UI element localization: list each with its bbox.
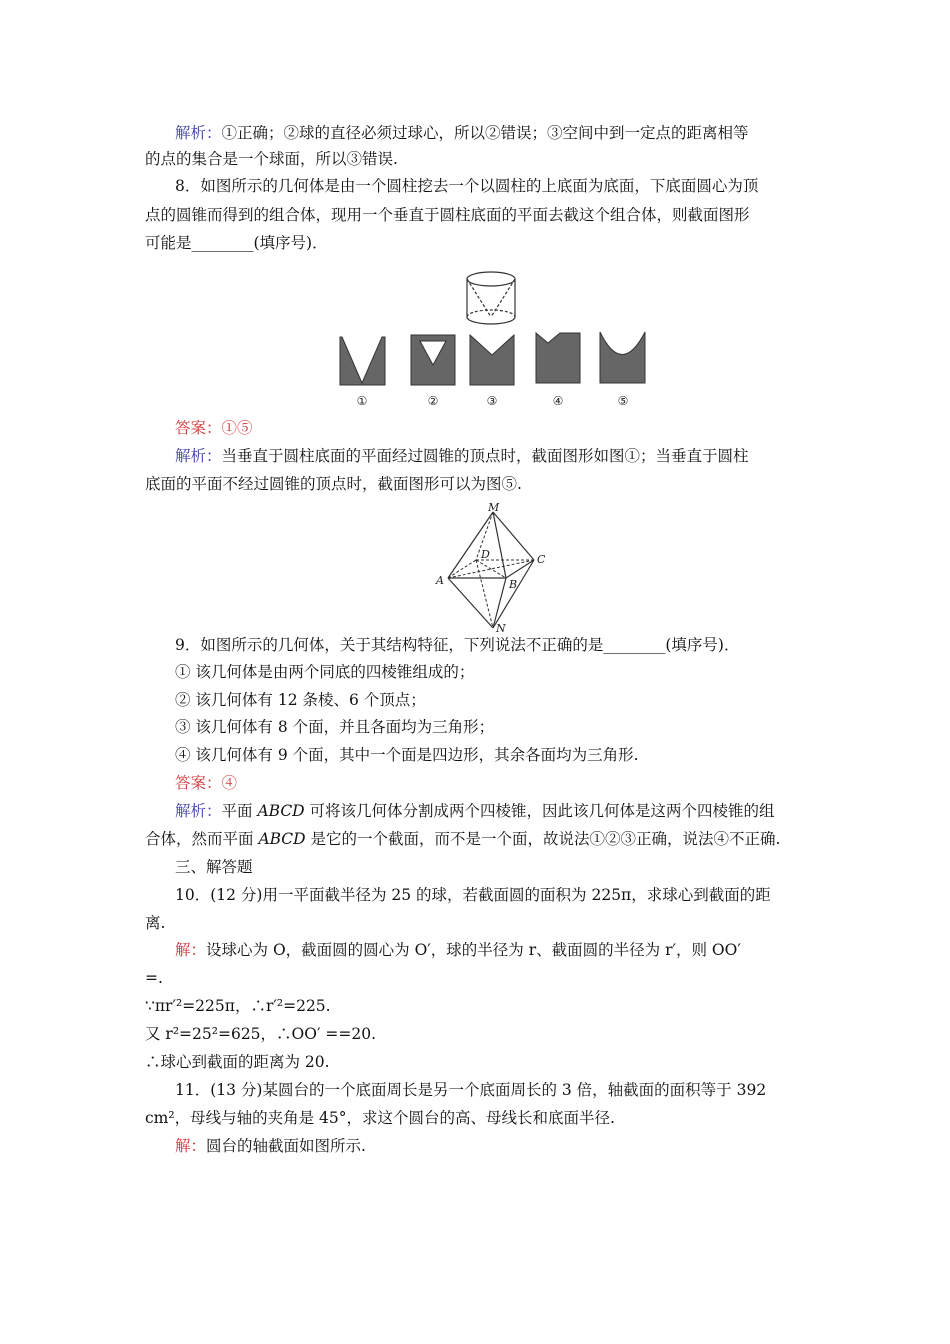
q10-solution-line-3: ∵πr′²=225π，∴r′²=225. (145, 997, 331, 1015)
figure-label-3: ③ (486, 394, 498, 408)
q9-analysis-line-2: 合体，然而平面 ABCD 是它的一个截面，而不是一个面，故说法①②③正确，说法④不正确. (145, 830, 781, 848)
vertex-label-b: B (509, 578, 518, 591)
answer-value: ④ (221, 774, 238, 792)
figure-label-5: ⑤ (617, 394, 629, 408)
cylinder-with-cone-figure (467, 272, 515, 324)
figure-label-1: ① (356, 394, 368, 408)
q11-stem-line-2: cm²，母线与轴的夹角是 45°，求这个圆台的高、母线长和底面半径. (145, 1109, 615, 1127)
q11-solution-line-1: 解：圆台的轴截面如图所示. (175, 1137, 366, 1155)
q8-analysis-line-1: 解析：当垂直于圆柱底面的平面经过圆锥的顶点时，截面图形如图①；当垂直于圆柱 (175, 447, 749, 465)
answer-label: 答案： (175, 419, 222, 437)
solution-label: 解： (175, 1137, 207, 1155)
q9-stem: 9．如图所示的几何体，关于其结构特征，下列说法不正确的是________(填序号)． (175, 636, 740, 654)
q7-analysis-line-1: 解析：①正确；②球的直径必须过球心，所以②错误；③空间中到一定点的距离相等 (175, 124, 749, 142)
q11-stem-line-1: 11．(13 分)某圆台的一个底面周长是另一个底面周长的 3 倍，轴截面的面积等于 392 (175, 1081, 767, 1099)
analysis-label: 解析： (175, 802, 222, 820)
answer-label: 答案： (175, 774, 222, 792)
q10-solution-line-1: 解：设球心为 O，截面圆的圆心为 O′，球的半径为 r、截面圆的半径为 r′，则 OO′ (175, 941, 741, 959)
answer-value: ①⑤ (221, 419, 253, 437)
q8-stem-line-1: 8．如图所示的几何体是由一个圆柱挖去一个以圆柱的上底面为底面，下底面圆心为顶 (175, 177, 759, 195)
section-heading: 三、解答题 (175, 858, 253, 876)
analysis-label: 解析： (175, 447, 222, 465)
analysis-label: 解析： (175, 124, 222, 142)
section-shape-3 (470, 335, 514, 385)
q10-stem-line-1: 10．(12 分)用一平面截半径为 25 的球，若截面圆的面积为 225π，求球心到截面的距 (175, 886, 771, 904)
figure-label-2: ② (427, 394, 439, 408)
q10-stem-line-2: 离. (145, 914, 166, 932)
q10-solution-line-2: =. (145, 969, 163, 987)
vertex-label-m: M (488, 502, 500, 514)
q9-option-2: ② 该几何体有 12 条棱、6 个顶点； (175, 691, 426, 709)
q9-analysis-line-1: 解析：平面 ABCD 可将该几何体分割成两个四棱锥，因此该几何体是这两个四棱锥的组 (175, 802, 775, 820)
figure-label-4: ④ (552, 394, 564, 408)
q8-analysis-line-2: 底面的平面不经过圆锥的顶点时，截面图形可以为图⑤. (145, 475, 522, 493)
vertex-label-c: C (537, 553, 546, 566)
q9-option-4: ④ 该几何体有 9 个面，其中一个面是四边形，其余各面均为三角形. (175, 746, 639, 764)
q10-solution-line-5: ∴球心到截面的距离为 20. (145, 1053, 330, 1071)
q9-answer-line (175, 772, 840, 794)
section-shape-4 (536, 333, 580, 383)
q9-option-3: ③ 该几何体有 8 个面，并且各面均为三角形； (175, 718, 495, 736)
q8-stem-line-3: 可能是________(填序号)． (145, 234, 328, 252)
q10-solution-line-4: 又 r²=25²=625，∴OO′ ==20. (145, 1025, 377, 1043)
vertex-label-n: N (496, 622, 506, 634)
section-shape-2 (411, 335, 455, 385)
vertex-label-d: D (481, 548, 490, 561)
octahedron-figure (430, 502, 555, 634)
q9-option-1: ① 该几何体是由两个同底的四棱锥组成的； (175, 663, 475, 681)
section-shape-1 (340, 337, 385, 385)
q7-analysis-line-2: 的点的集合是一个球面，所以③错误. (145, 150, 398, 168)
vertex-label-a: A (436, 574, 444, 587)
q8-stem-line-2: 点的圆锥而得到的组合体，现用一个垂直于圆柱底面的平面去截这个组合体，则截面图形 (145, 206, 750, 224)
solution-label: 解： (175, 941, 207, 959)
section-shape-5 (600, 332, 645, 383)
q8-figure (330, 265, 660, 413)
q8-answer-line (175, 417, 840, 439)
